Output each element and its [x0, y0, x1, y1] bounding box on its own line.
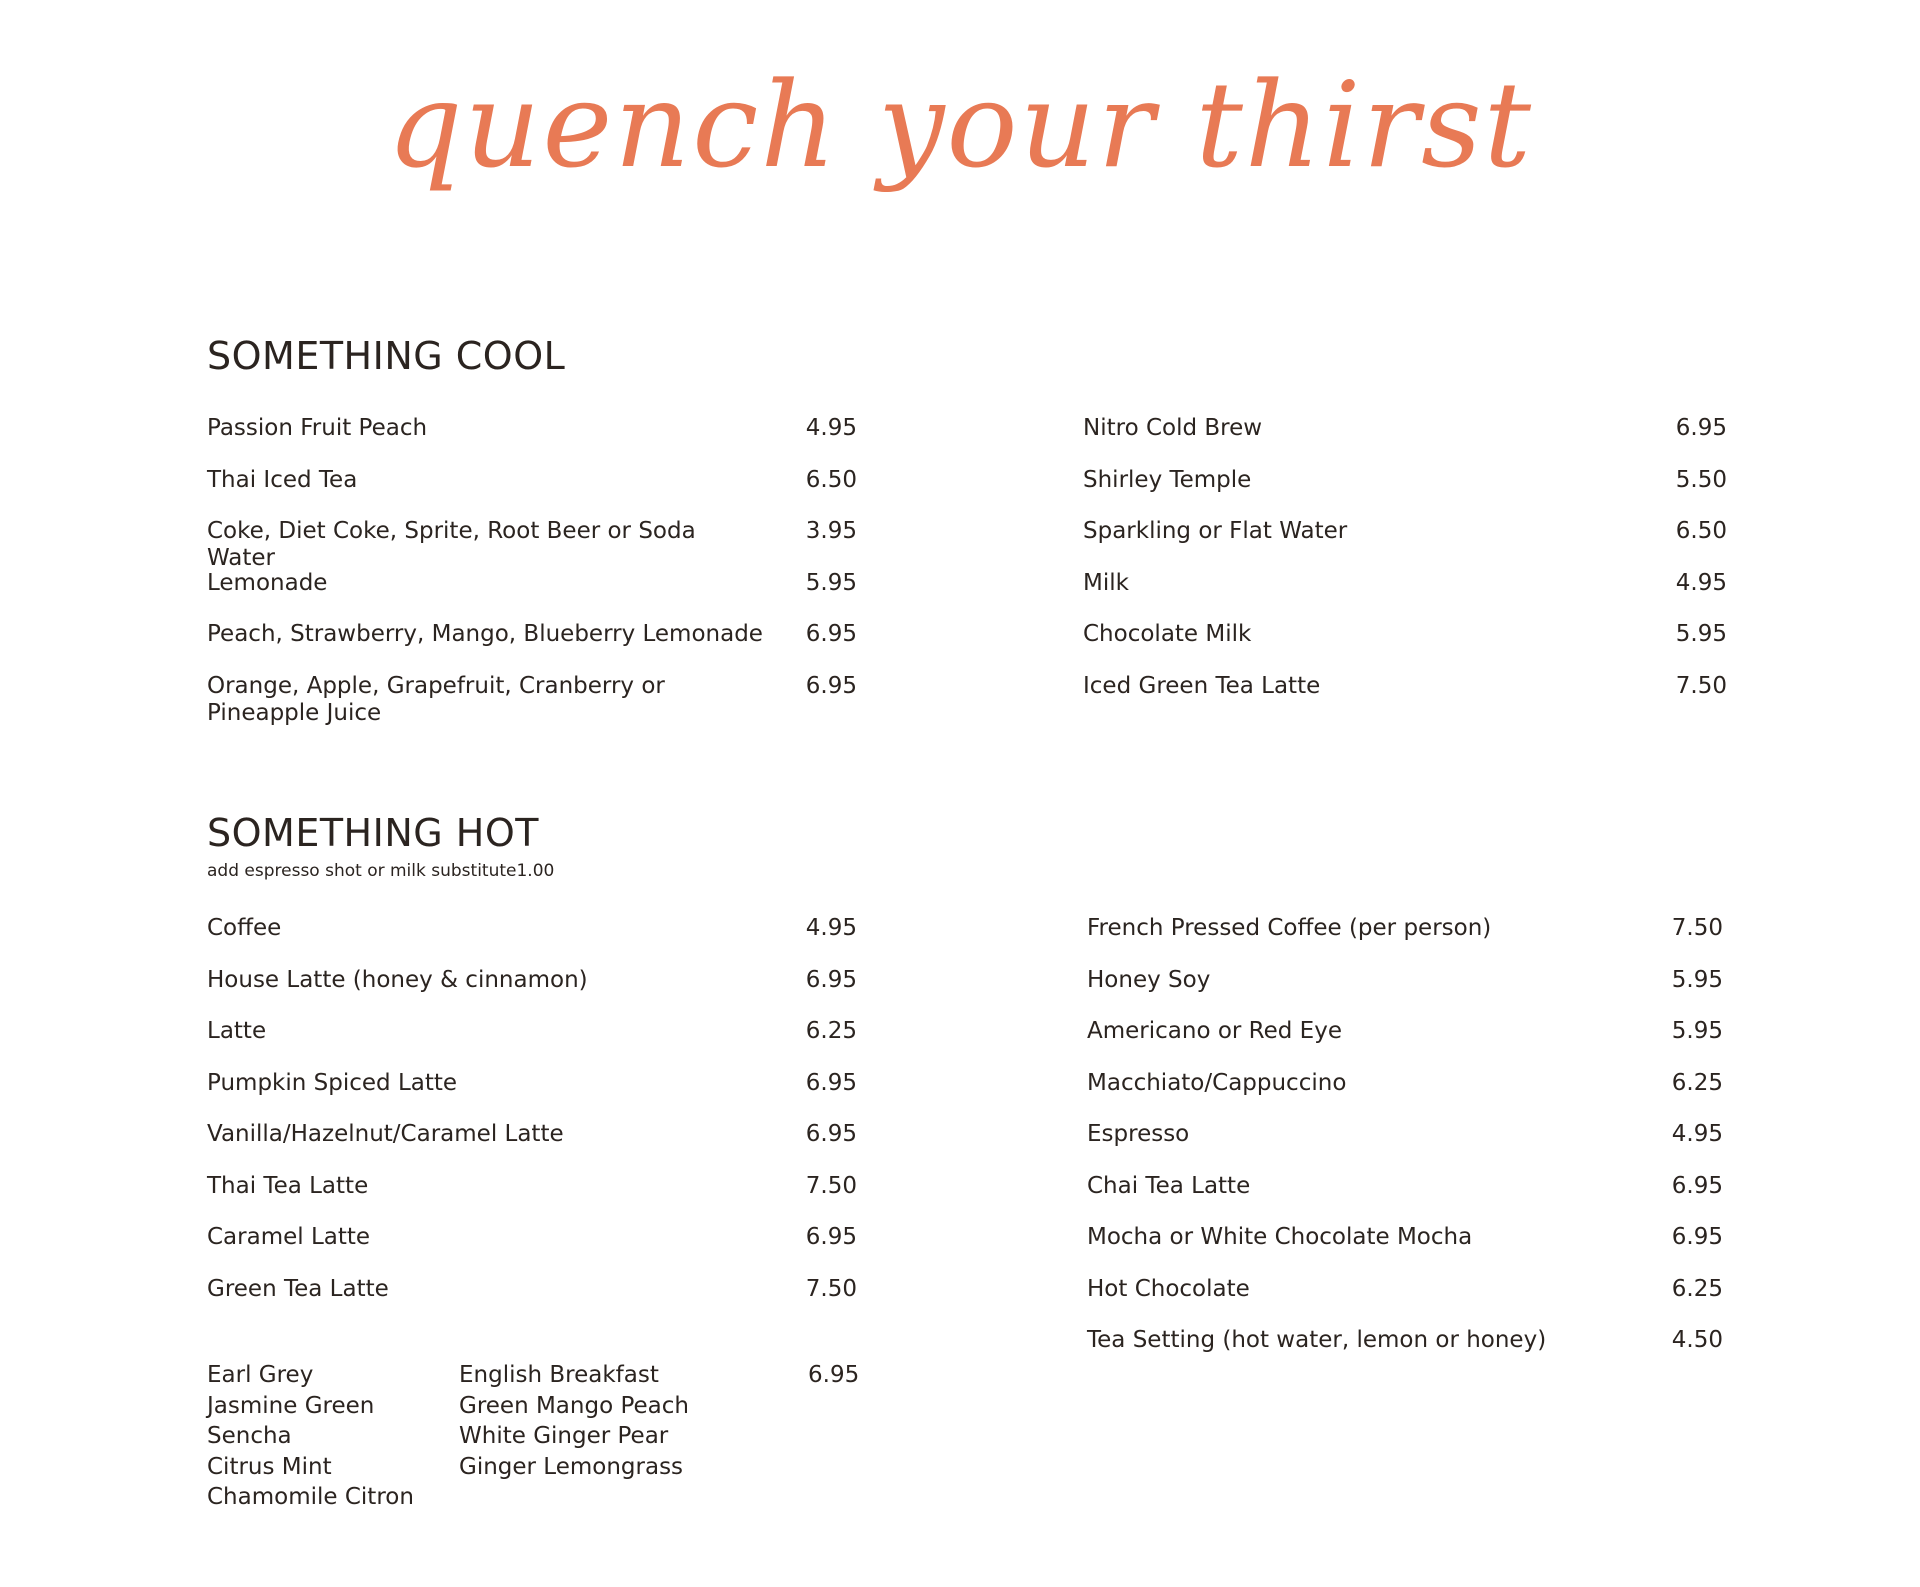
menu-item-price: 6.95 — [1671, 1172, 1723, 1199]
menu-item-name: Coffee — [207, 915, 282, 941]
menu-item — [1083, 518, 1727, 570]
menu-item-price: 6.50 — [1675, 518, 1727, 544]
menu-item-name: Thai Iced Tea — [207, 466, 358, 493]
tea-name: White Ginger Pear — [459, 1423, 669, 1449]
menu-item — [1087, 915, 1723, 967]
menu-item-price: 6.95 — [1675, 415, 1727, 441]
menu-item-name: Passion Fruit Peach — [207, 415, 428, 441]
tea-list-column-2 — [459, 1360, 689, 1482]
menu-item-name: Chai Tea Latte — [1087, 1172, 1251, 1199]
menu-item — [207, 967, 857, 1019]
menu-item-name: Lemonade — [207, 569, 328, 596]
menu-item — [207, 915, 857, 967]
menu-item — [207, 415, 857, 467]
menu-item — [207, 673, 857, 725]
menu-item-name: Espresso — [1087, 1121, 1190, 1147]
menu-item — [1087, 1018, 1723, 1070]
tea-name: Sencha — [207, 1423, 292, 1449]
menu-item-name: Chocolate Milk — [1083, 621, 1252, 647]
menu-item-price: 7.50 — [805, 1275, 857, 1302]
menu-item — [1087, 1276, 1723, 1328]
menu-item-price: 6.25 — [1671, 1069, 1723, 1096]
section-heading-hot: SOMETHING HOT — [207, 811, 539, 855]
menu-item — [1083, 621, 1727, 673]
menu-item-name: Hot Chocolate — [1087, 1275, 1250, 1302]
menu-item-name: Mocha or White Chocolate Mocha — [1087, 1224, 1473, 1250]
section-heading-cool: SOMETHING COOL — [207, 334, 566, 378]
menu-item-name: Milk — [1083, 569, 1129, 596]
cool-right-column — [1083, 415, 1727, 724]
menu-item-name: Coke, Diet Coke, Sprite, Root Beer or Soda Water — [207, 518, 696, 571]
menu-item-name: Peach, Strawberry, Mango, Blueberry Lemonade — [207, 621, 763, 647]
menu-item-price: 6.95 — [805, 1224, 857, 1250]
menu-item-price: 6.95 — [805, 1069, 857, 1096]
menu-item-price: 4.95 — [805, 915, 857, 941]
menu-item-price: 5.95 — [1675, 621, 1727, 647]
menu-item-name: House Latte (honey & cinnamon) — [207, 966, 588, 993]
hot-left-column — [207, 915, 857, 1327]
menu-item-price: 4.95 — [805, 415, 857, 441]
cool-left-column — [207, 415, 857, 724]
menu-item — [1087, 1327, 1723, 1379]
section-note-hot: add espresso shot or milk substitute1.00 — [207, 861, 555, 881]
menu-item — [1087, 1224, 1723, 1276]
menu-item-name: French Pressed Coffee (per person) — [1087, 915, 1492, 941]
menu-item — [207, 1070, 857, 1122]
menu-item — [207, 1173, 857, 1225]
menu-item-price: 6.95 — [805, 672, 857, 699]
menu-item-price: 5.95 — [805, 569, 857, 596]
menu-item-price: 3.95 — [805, 518, 857, 544]
menu-item — [207, 1018, 857, 1070]
menu-item — [207, 1121, 857, 1173]
menu-item — [207, 467, 857, 519]
menu-item-name: Sparkling or Flat Water — [1083, 518, 1348, 544]
menu-item-price: 5.95 — [1671, 966, 1723, 993]
tea-name: Ginger Lemongrass — [459, 1453, 684, 1480]
menu-item-price: 7.50 — [805, 1172, 857, 1199]
tea-name: Citrus Mint — [207, 1453, 332, 1480]
menu-item — [1083, 467, 1727, 519]
menu-item-name: Caramel Latte — [207, 1224, 371, 1250]
menu-item-name: Nitro Cold Brew — [1083, 415, 1263, 441]
menu-item-name: Macchiato/Cappuccino — [1087, 1069, 1347, 1096]
menu-item-price: 4.95 — [1671, 1121, 1723, 1147]
menu-item — [1083, 570, 1727, 622]
menu-item-price: 6.50 — [805, 466, 857, 493]
menu-item — [207, 1276, 857, 1328]
menu-item-name: Tea Setting (hot water, lemon or honey) — [1087, 1327, 1547, 1353]
hot-right-column — [1087, 915, 1723, 1379]
menu-item — [1087, 967, 1723, 1019]
menu-item-name: Vanilla/Hazelnut/Caramel Latte — [207, 1121, 564, 1147]
menu-item-price: 7.50 — [1671, 915, 1723, 941]
tea-name: Green Mango Peach — [459, 1392, 689, 1419]
menu-item-name: Iced Green Tea Latte — [1083, 672, 1321, 699]
menu-item-name: Thai Tea Latte — [207, 1172, 369, 1199]
menu-item — [207, 518, 857, 570]
menu-item-name: Honey Soy — [1087, 966, 1211, 993]
menu-item-price: 6.95 — [805, 621, 857, 647]
menu-item-name: Shirley Temple — [1083, 466, 1252, 493]
menu-item-price: 4.95 — [1675, 569, 1727, 596]
menu-item-price: 6.95 — [1671, 1224, 1723, 1250]
menu-item — [1083, 673, 1727, 725]
tea-name: Jasmine Green — [207, 1392, 375, 1419]
tea-name: Chamomile Citron — [207, 1484, 414, 1510]
tea-name: English Breakfast — [459, 1362, 659, 1388]
menu-item-price: 6.25 — [1671, 1275, 1723, 1302]
menu-item-price: 6.95 — [805, 966, 857, 993]
tea-price: 6.95 — [808, 1362, 860, 1388]
tea-list-column-1 — [207, 1360, 414, 1513]
menu-item-name: Pumpkin Spiced Latte — [207, 1069, 458, 1096]
menu-item — [1083, 415, 1727, 467]
menu-item — [207, 570, 857, 622]
menu-item-price: 5.50 — [1675, 466, 1727, 493]
menu-item-name: Green Tea Latte — [207, 1275, 389, 1302]
tea-name: Earl Grey — [207, 1362, 314, 1388]
menu-item — [207, 1224, 857, 1276]
menu-item-price: 5.95 — [1671, 1018, 1723, 1044]
menu-item-name: Orange, Apple, Grapefruit, Cranberry or Pineapple Juice — [207, 672, 665, 726]
menu-item-price: 7.50 — [1675, 672, 1727, 699]
menu-item — [1087, 1173, 1723, 1225]
menu-item — [1087, 1121, 1723, 1173]
menu-item-price: 6.95 — [805, 1121, 857, 1147]
menu-item — [207, 621, 857, 673]
menu-item-price: 6.25 — [805, 1018, 857, 1044]
page-title: quench your thirst — [386, 56, 1534, 194]
menu-item — [1087, 1070, 1723, 1122]
menu-item-name: Americano or Red Eye — [1087, 1018, 1342, 1044]
menu-item-name: Latte — [207, 1018, 267, 1044]
menu-item-price: 4.50 — [1671, 1327, 1723, 1353]
